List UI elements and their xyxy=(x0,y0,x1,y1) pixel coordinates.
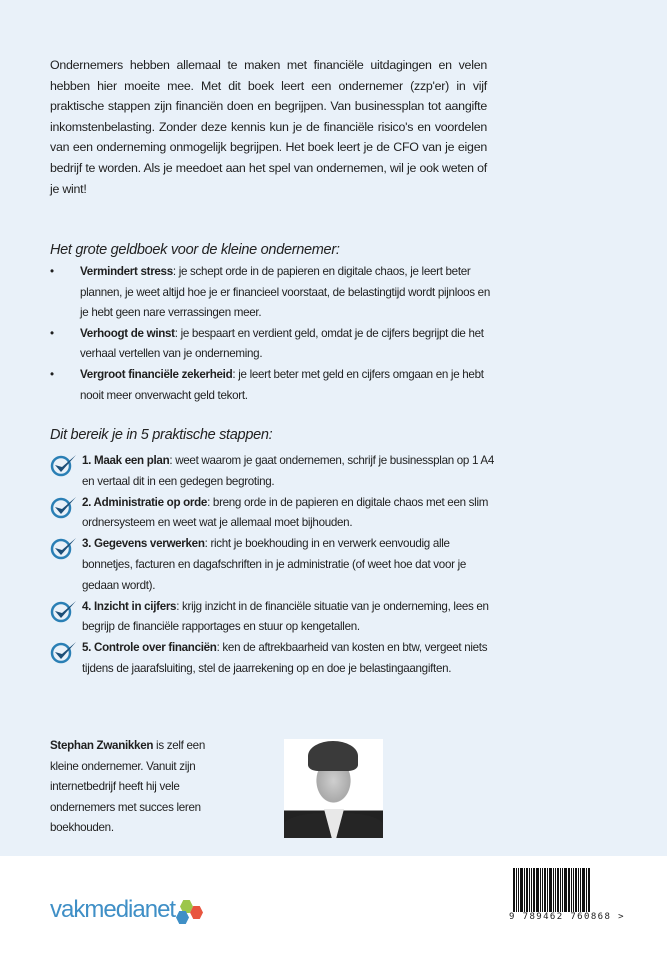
benefits-heading: Het grote geldboek voor de kleine ondernemer: xyxy=(50,242,340,258)
step-title: 1. Maak een plan xyxy=(82,454,170,467)
intro-paragraph: Ondernemers hebben allemaal te maken met financiële uitdagingen en velen hebben hier moeite mee. Met dit boek leert een ondernemer (zzp'er) in vijf praktische stappen zijn financiën doen en begrijpen. Van businessplan tot aangifte inkomstenbelasting. Zonder deze kennis kun je de financiële risico's en voordelen van een onderneming onmogelijk begrijpen. Het boek leert je de CFO van je eigen bedrijf te worden. Als je meedoet aan het spel van ondernemen, wil je ook weten of je wint! xyxy=(50,58,487,196)
step-item xyxy=(50,534,500,596)
step-title: 5. Controle over financiën xyxy=(82,641,217,655)
isbn-number: 9 789462 760868 > xyxy=(509,912,625,922)
item-text: : je leert beter met geld en cijfers omgaan en je hebt nooit meer onverwacht geld tekort. xyxy=(80,367,484,402)
step-text: : ken de aftrekbaarheid van kosten en btw, vergeet niets tijdens de jaarafsluiting, stel de jaarrekening op en doe je belastingaangiften. xyxy=(82,641,488,675)
step-text: : breng orde in de papieren en digitale chaos met een slim ordnersysteem en weet wat je allemaal moet bijhouden. xyxy=(82,495,489,530)
step-item xyxy=(50,638,500,680)
list-item: • Vergroot financiële zekerheid: je leert beter met geld en cijfers omgaan en je hebt nooit meer onverwacht geld tekort. xyxy=(50,367,484,402)
author-bio xyxy=(50,736,235,839)
checkmark-icon xyxy=(50,599,78,623)
list-item: • Vermindert stress: je schept orde in de papieren en digitale chaos, je leert beter plannen, je weet altijd hoe je er financieel voorstaat, de belastingtijd wordt pijnloos en je hebt geen nare verrassingen meer. xyxy=(50,265,490,320)
step-text: : krijg inzicht in de financiële situatie van je onderneming, lees en begrijp de financiële rapportages en stuur op kengetallen. xyxy=(82,599,489,634)
step-item xyxy=(50,597,500,639)
publisher-logo xyxy=(50,896,175,924)
author-photo xyxy=(284,739,383,838)
step-text: : richt je boekhouding in en verwerk eenvoudig alle bonnetjes, facturen en dagafschriften in je administratie (of weet hoe dat voor je gedaan wordt). xyxy=(82,537,467,592)
step-text: : weet waarom je gaat ondernemen, schrijf je businessplan op 1 A4 en vertaal dit in een gedegen begroting. xyxy=(82,454,495,488)
checkmark-icon xyxy=(50,640,78,664)
step-item xyxy=(50,493,500,535)
step-title: 2. Administratie op orde xyxy=(82,495,208,509)
item-title: Vermindert stress xyxy=(80,265,173,278)
author-name: Stephan Zwanikken xyxy=(50,739,154,752)
step-title: 4. Inzicht in cijfers xyxy=(82,599,177,613)
author-bio-text: is zelf een kleine ondernemer. Vanuit zijn internetbedrijf heeft hij vele ondernemers met succes leren boekhouden. xyxy=(50,739,205,834)
checkmark-icon xyxy=(50,453,78,477)
steps-heading: Dit bereik je in 5 praktische stappen: xyxy=(50,427,273,443)
barcode xyxy=(513,868,623,912)
checkmark-icon xyxy=(50,536,78,560)
checkmark-icon xyxy=(50,495,78,519)
benefits-list xyxy=(50,262,490,406)
item-title: Verhoogt de winst xyxy=(80,326,175,340)
item-text: : je bespaart en verdient geld, omdat je de cijfers begrijpt die het verhaal vertellen van je onderneming. xyxy=(80,326,484,361)
step-title: 3. Gegevens verwerken xyxy=(82,537,205,551)
step-item xyxy=(50,451,500,493)
steps-list xyxy=(50,451,500,680)
list-item: • Verhoogt de winst: je bespaart en verdient geld, omdat je de cijfers begrijpt die het verhaal vertellen van je onderneming. xyxy=(50,326,484,361)
item-text: : je schept orde in de papieren en digitale chaos, je leert beter plannen, je weet altijd hoe je er financieel voorstaat, de belastingtijd wordt pijnloos en je hebt geen nare verrassingen meer. xyxy=(80,265,490,320)
item-title: Vergroot financiële zekerheid xyxy=(80,367,233,381)
publisher-name: vakmedianet xyxy=(50,896,176,923)
